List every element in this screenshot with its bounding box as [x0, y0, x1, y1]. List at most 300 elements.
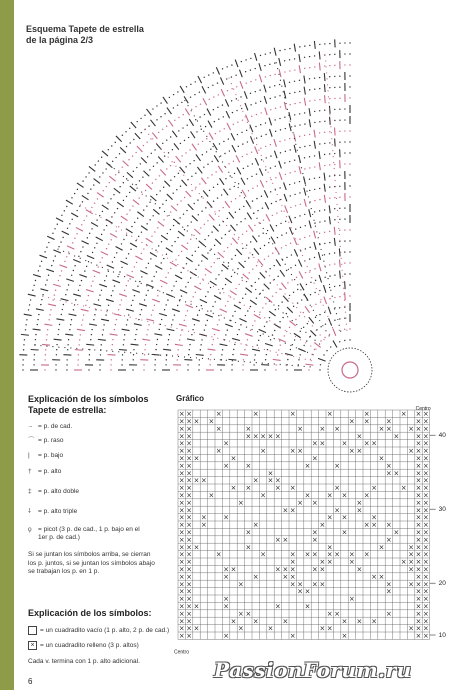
spoke-dot — [209, 141, 210, 142]
chain-dot — [140, 118, 141, 119]
filled-cell: × — [415, 595, 422, 604]
filled-cell: × — [238, 498, 244, 507]
chain-dot — [226, 78, 227, 79]
spoke-dot — [281, 353, 282, 354]
stitch-mark — [187, 339, 195, 340]
chain-dot — [304, 237, 305, 238]
chain-dot — [268, 242, 269, 243]
spoke-dot — [219, 258, 220, 259]
chain-dot — [344, 329, 345, 330]
stitch-mark — [87, 255, 94, 258]
chain-dot — [78, 290, 79, 291]
stitch-mark — [181, 245, 187, 250]
chain-dot — [198, 247, 199, 248]
chain-dot — [186, 124, 187, 125]
chain-dot — [334, 109, 335, 110]
filled-cell: × — [289, 558, 296, 567]
filled-cell: × — [178, 521, 185, 530]
stitch-mark — [71, 213, 78, 217]
stitch-mark — [240, 354, 248, 355]
stitch-mark — [194, 229, 200, 234]
spoke-dot — [220, 359, 221, 360]
chain-dot — [88, 261, 89, 262]
filled-cell: × — [186, 624, 192, 633]
chain-dot — [156, 344, 157, 345]
chain-dot — [94, 247, 95, 248]
chain-dot — [100, 354, 101, 355]
chain-dot — [275, 166, 276, 167]
chain-dot — [269, 268, 270, 269]
filled-cell: × — [178, 572, 185, 581]
chain-dot — [143, 209, 144, 210]
chain-dot — [309, 145, 310, 146]
stitch-mark — [102, 151, 108, 156]
filled-cell: × — [178, 632, 185, 641]
chain-dot — [241, 132, 242, 133]
chain-dot — [115, 157, 116, 158]
chain-dot — [231, 369, 232, 370]
spoke-dot — [126, 233, 127, 234]
stitch-mark — [200, 299, 207, 302]
filled-cell: × — [186, 506, 192, 515]
stitch-mark — [146, 184, 152, 189]
chain-dot — [195, 173, 196, 174]
stitch-mark — [254, 248, 259, 254]
chain-dot — [199, 283, 200, 284]
stitch-mark — [180, 290, 187, 293]
spoke-dot — [330, 126, 331, 127]
filled-cell: × — [415, 543, 422, 552]
chain-dot — [133, 139, 134, 140]
spoke-dot — [290, 345, 291, 346]
chain-dot — [134, 266, 135, 267]
filled-cell: × — [408, 624, 414, 633]
chain-dot — [319, 369, 320, 370]
spoke-dot — [285, 330, 286, 331]
filled-cell: × — [223, 565, 229, 574]
chain-dot — [151, 235, 152, 236]
filled-cell: × — [349, 595, 355, 604]
chain-dot — [339, 42, 340, 43]
chain-dot — [171, 290, 172, 291]
chain-dot — [285, 128, 286, 129]
chain-dot — [154, 305, 155, 306]
chain-dot — [243, 206, 244, 207]
spoke-dot — [167, 258, 168, 259]
chain-dot — [68, 284, 69, 285]
chain-dot — [181, 155, 182, 156]
stitch-mark — [164, 181, 170, 187]
spoke-dot — [298, 365, 299, 366]
chain-dot — [320, 364, 321, 365]
spoke-dot — [315, 349, 316, 350]
chain-dot — [151, 314, 152, 315]
stitch-mark — [216, 67, 219, 74]
spoke-dot — [94, 349, 95, 350]
stitch-mark — [324, 285, 326, 293]
stitch-mark — [309, 119, 310, 127]
chain-dot — [86, 266, 87, 267]
chain-dot — [291, 254, 292, 255]
chain-dot — [217, 82, 218, 83]
chain-dot — [185, 286, 186, 287]
chain-dot — [329, 242, 330, 243]
treble-icon: ‡ — [28, 488, 32, 495]
filled-cell: × — [423, 447, 429, 456]
chain-dot — [38, 314, 39, 315]
chain-dot — [208, 74, 209, 75]
chain-dot — [110, 364, 111, 365]
chain-dot — [349, 64, 350, 65]
chain-dot — [294, 159, 295, 160]
chain-dot — [52, 299, 53, 300]
spoke-dot — [337, 216, 338, 217]
chain-dot — [181, 329, 182, 330]
spoke-dot — [156, 143, 157, 144]
chain-dot — [242, 280, 243, 281]
chain-dot — [77, 359, 78, 360]
chain-dot — [51, 265, 52, 266]
filled-box-legend: × = un cuadradito relleno (3 p. altos) — [28, 641, 139, 650]
chain-dot — [57, 224, 58, 225]
filled-cell: × — [223, 513, 229, 522]
spoke-dot — [326, 66, 327, 67]
chain-dot — [349, 42, 350, 43]
chain-dot — [275, 309, 276, 310]
spoke-dot — [319, 243, 320, 244]
chain-dot — [116, 319, 117, 320]
spoke-dot — [232, 269, 233, 270]
chain-dot — [111, 145, 112, 146]
chain-dot — [143, 369, 144, 370]
chain-dot — [169, 97, 170, 98]
spoke-dot — [240, 324, 241, 325]
stitch-mark — [107, 265, 114, 268]
chain-dot — [55, 369, 56, 370]
spoke-dot — [106, 311, 107, 312]
stitch-mark — [137, 146, 143, 152]
chain-dot — [205, 296, 206, 297]
spoke-dot — [336, 198, 337, 199]
chain-dot — [314, 166, 315, 167]
chain-dot — [232, 315, 233, 316]
chain-dot — [229, 150, 230, 151]
spoke-dot — [333, 156, 334, 157]
spoke-dot — [304, 316, 305, 317]
chain-dot — [212, 306, 213, 307]
chain-dot — [344, 251, 345, 252]
spoke-dot — [63, 251, 64, 252]
chain-dot — [320, 340, 321, 341]
spoke-dot — [305, 342, 306, 343]
spoke-dot — [262, 362, 263, 363]
filled-cell: × — [312, 565, 318, 574]
stitch-mark — [334, 227, 335, 235]
spoke-dot — [170, 326, 171, 327]
stitch-mark — [102, 205, 109, 209]
chain-dot — [270, 339, 271, 340]
chain-dot — [266, 157, 267, 158]
spoke-dot — [69, 253, 70, 254]
stitch-mark — [82, 195, 89, 199]
chain-dot — [252, 163, 253, 164]
spoke-dot — [294, 138, 295, 139]
filled-cell: × — [178, 550, 185, 559]
spoke-dot — [277, 68, 278, 69]
stitch-mark — [289, 112, 291, 120]
spoke-dot — [319, 343, 320, 344]
chain-dot — [227, 329, 228, 330]
chain-dot — [264, 258, 265, 259]
chain-dot — [246, 83, 247, 84]
spoke-dot — [293, 233, 294, 234]
chain-dot — [246, 154, 247, 155]
filled-cell: × — [356, 565, 363, 574]
filled-cell: × — [186, 484, 192, 493]
spoke-dot — [340, 246, 341, 247]
chain-dot — [166, 168, 167, 169]
chain-dot — [57, 334, 58, 335]
chain-dot — [344, 119, 345, 120]
stitch-mark — [171, 206, 177, 211]
chain-dot — [56, 349, 57, 350]
stitch-mark — [250, 300, 257, 305]
filled-cell: × — [201, 521, 207, 530]
chain-dot — [344, 53, 345, 54]
stitch-mark — [314, 41, 315, 49]
chain-dot — [174, 241, 175, 242]
spoke-dot — [307, 352, 308, 353]
chain-dot — [66, 369, 67, 370]
chain-dot — [299, 215, 300, 216]
chain-dot — [305, 272, 306, 273]
filled-cell: × — [267, 469, 274, 478]
filled-cell: × — [408, 580, 414, 589]
stitch-mark — [21, 334, 29, 335]
stitch-mark — [126, 275, 133, 278]
spoke-dot — [305, 185, 306, 186]
stitch-mark — [239, 318, 246, 321]
spoke-dot — [250, 362, 251, 363]
spoke-dot — [228, 77, 229, 78]
stitch-mark — [91, 222, 98, 226]
filled-cell: × — [408, 550, 414, 559]
spoke-dot — [269, 275, 270, 276]
chain-dot — [204, 239, 205, 240]
chain-dot — [268, 255, 269, 256]
chain-dot — [44, 369, 45, 370]
stitch-mark — [168, 120, 173, 126]
chain-dot — [191, 334, 192, 335]
filled-cell: × — [312, 580, 318, 589]
chain-dot — [294, 81, 295, 82]
chain-dot — [101, 290, 102, 291]
center-ring-inner — [342, 362, 358, 378]
spoke-dot — [166, 355, 167, 356]
chain-dot — [230, 296, 231, 297]
filled-cell: × — [186, 587, 192, 596]
spoke-dot — [190, 304, 191, 305]
chain-dot — [159, 290, 160, 291]
stitch-mark — [304, 76, 305, 84]
spoke-dot — [325, 330, 326, 331]
stitch-mark — [250, 136, 253, 143]
spoke-dot — [178, 356, 179, 357]
chain-dot — [344, 108, 345, 109]
chain-dot — [115, 142, 116, 143]
filled-cell: × — [393, 469, 400, 478]
spoke-dot — [268, 363, 269, 364]
spoke-dot — [309, 271, 310, 272]
spoke-dot — [295, 336, 296, 337]
chain-dot — [93, 184, 94, 185]
spoke-dot — [77, 304, 78, 305]
chain-dot — [35, 339, 36, 340]
filled-cell: × — [289, 632, 296, 641]
stitch-mark — [294, 333, 301, 337]
chain-dot — [349, 295, 350, 296]
chain-dot — [177, 349, 178, 350]
chain-dot — [223, 207, 224, 208]
chain-dot — [280, 199, 281, 200]
chain-dot — [62, 309, 63, 310]
chain-dot — [29, 304, 30, 305]
chain-dot — [139, 281, 140, 282]
spoke-dot — [89, 307, 90, 308]
spoke-dot — [323, 260, 324, 261]
spoke-dot — [290, 333, 291, 334]
chain-dot — [74, 193, 75, 194]
chain-dot — [143, 248, 144, 249]
chain-dot — [272, 215, 273, 216]
spoke-dot — [223, 262, 224, 263]
chain-dot — [329, 164, 330, 165]
filled-cell: × — [186, 558, 192, 567]
filled-cell: × — [423, 506, 429, 515]
chain-dot — [163, 219, 164, 220]
chain-dot — [295, 265, 296, 266]
chain-dot — [314, 66, 315, 67]
chain-dot — [46, 334, 47, 335]
spoke-dot — [242, 111, 243, 112]
spoke-dot — [316, 231, 317, 232]
chain-dot — [290, 349, 291, 350]
filled-cell: × — [356, 498, 363, 507]
chain-dot — [124, 290, 125, 291]
stitch-mark — [259, 329, 266, 332]
stitch-mark — [202, 86, 206, 93]
chain-dot — [141, 276, 142, 277]
stitch-mark — [215, 239, 221, 245]
spoke-dot — [272, 183, 273, 184]
chain-dot — [181, 251, 182, 252]
stitch-mark — [141, 226, 148, 231]
chain-dot — [245, 59, 246, 60]
spoke-dot — [159, 207, 160, 208]
chain-dot — [227, 301, 228, 302]
chain-dot — [42, 294, 43, 295]
spoke-dot — [85, 207, 86, 208]
spoke-dot — [90, 211, 91, 212]
chain-dot — [319, 99, 320, 100]
filled-cell: × — [267, 432, 274, 441]
chain-dot — [144, 299, 145, 300]
chain-dot — [179, 300, 180, 301]
filled-cell: × — [238, 624, 244, 633]
chain-dot — [176, 369, 177, 370]
chain-dot — [82, 319, 83, 320]
chain-dot — [231, 88, 232, 89]
chain-dot — [94, 276, 95, 277]
chain-dot — [166, 254, 167, 255]
chain-dot — [284, 117, 285, 118]
spoke-dot — [328, 102, 329, 103]
chain-dot — [257, 210, 258, 211]
filled-cell: × — [223, 572, 229, 581]
chain-dot — [309, 235, 310, 236]
chain-dot — [139, 180, 140, 181]
spoke-dot — [235, 94, 236, 95]
chain-dot — [237, 334, 238, 335]
chain-dot — [99, 294, 100, 295]
spoke-dot — [240, 343, 241, 344]
stitch-mark — [192, 216, 198, 222]
chain-dot — [339, 330, 340, 331]
chain-dot — [334, 274, 335, 275]
filled-cell: × — [178, 528, 185, 537]
chain-dot — [276, 213, 277, 214]
chain-dot — [265, 169, 266, 170]
chain-dot — [67, 228, 68, 229]
chain-dot — [265, 76, 266, 77]
chain-dot — [141, 253, 142, 254]
chain-dot — [314, 257, 315, 258]
chain-dot — [177, 204, 178, 205]
chain-dot — [285, 174, 286, 175]
chain-dot — [219, 292, 220, 293]
chain-dot — [139, 314, 140, 315]
spoke-dot — [226, 360, 227, 361]
chain-dot — [270, 109, 271, 110]
filled-cell: × — [423, 550, 429, 559]
spoke-dot — [130, 352, 131, 353]
filled-cell: × — [319, 439, 326, 448]
spoke-dot — [331, 138, 332, 139]
filled-cell: × — [245, 609, 252, 618]
chain-dot — [262, 307, 263, 308]
spoke-dot — [270, 177, 271, 178]
chain-dot — [319, 188, 320, 189]
stitch-mark — [66, 279, 74, 281]
spoke-dot — [308, 321, 309, 322]
chain-dot — [83, 220, 84, 221]
symbols-title-line-1: Explicación de los símbolos — [28, 394, 149, 404]
chain-dot — [233, 124, 234, 125]
chain-dot — [349, 152, 350, 153]
chain-dot — [324, 121, 325, 122]
chain-dot — [210, 359, 211, 360]
row-label: 30 — [438, 506, 446, 514]
spoke-dot — [278, 253, 279, 254]
stitch-mark — [225, 201, 230, 207]
stitch-mark — [319, 63, 320, 71]
filled-cell: × — [326, 491, 333, 500]
spoke-dot — [334, 174, 335, 175]
chain-dot — [225, 334, 226, 335]
chain-dot — [79, 285, 80, 286]
filled-cell: × — [400, 410, 407, 419]
chain-dot — [115, 230, 116, 231]
